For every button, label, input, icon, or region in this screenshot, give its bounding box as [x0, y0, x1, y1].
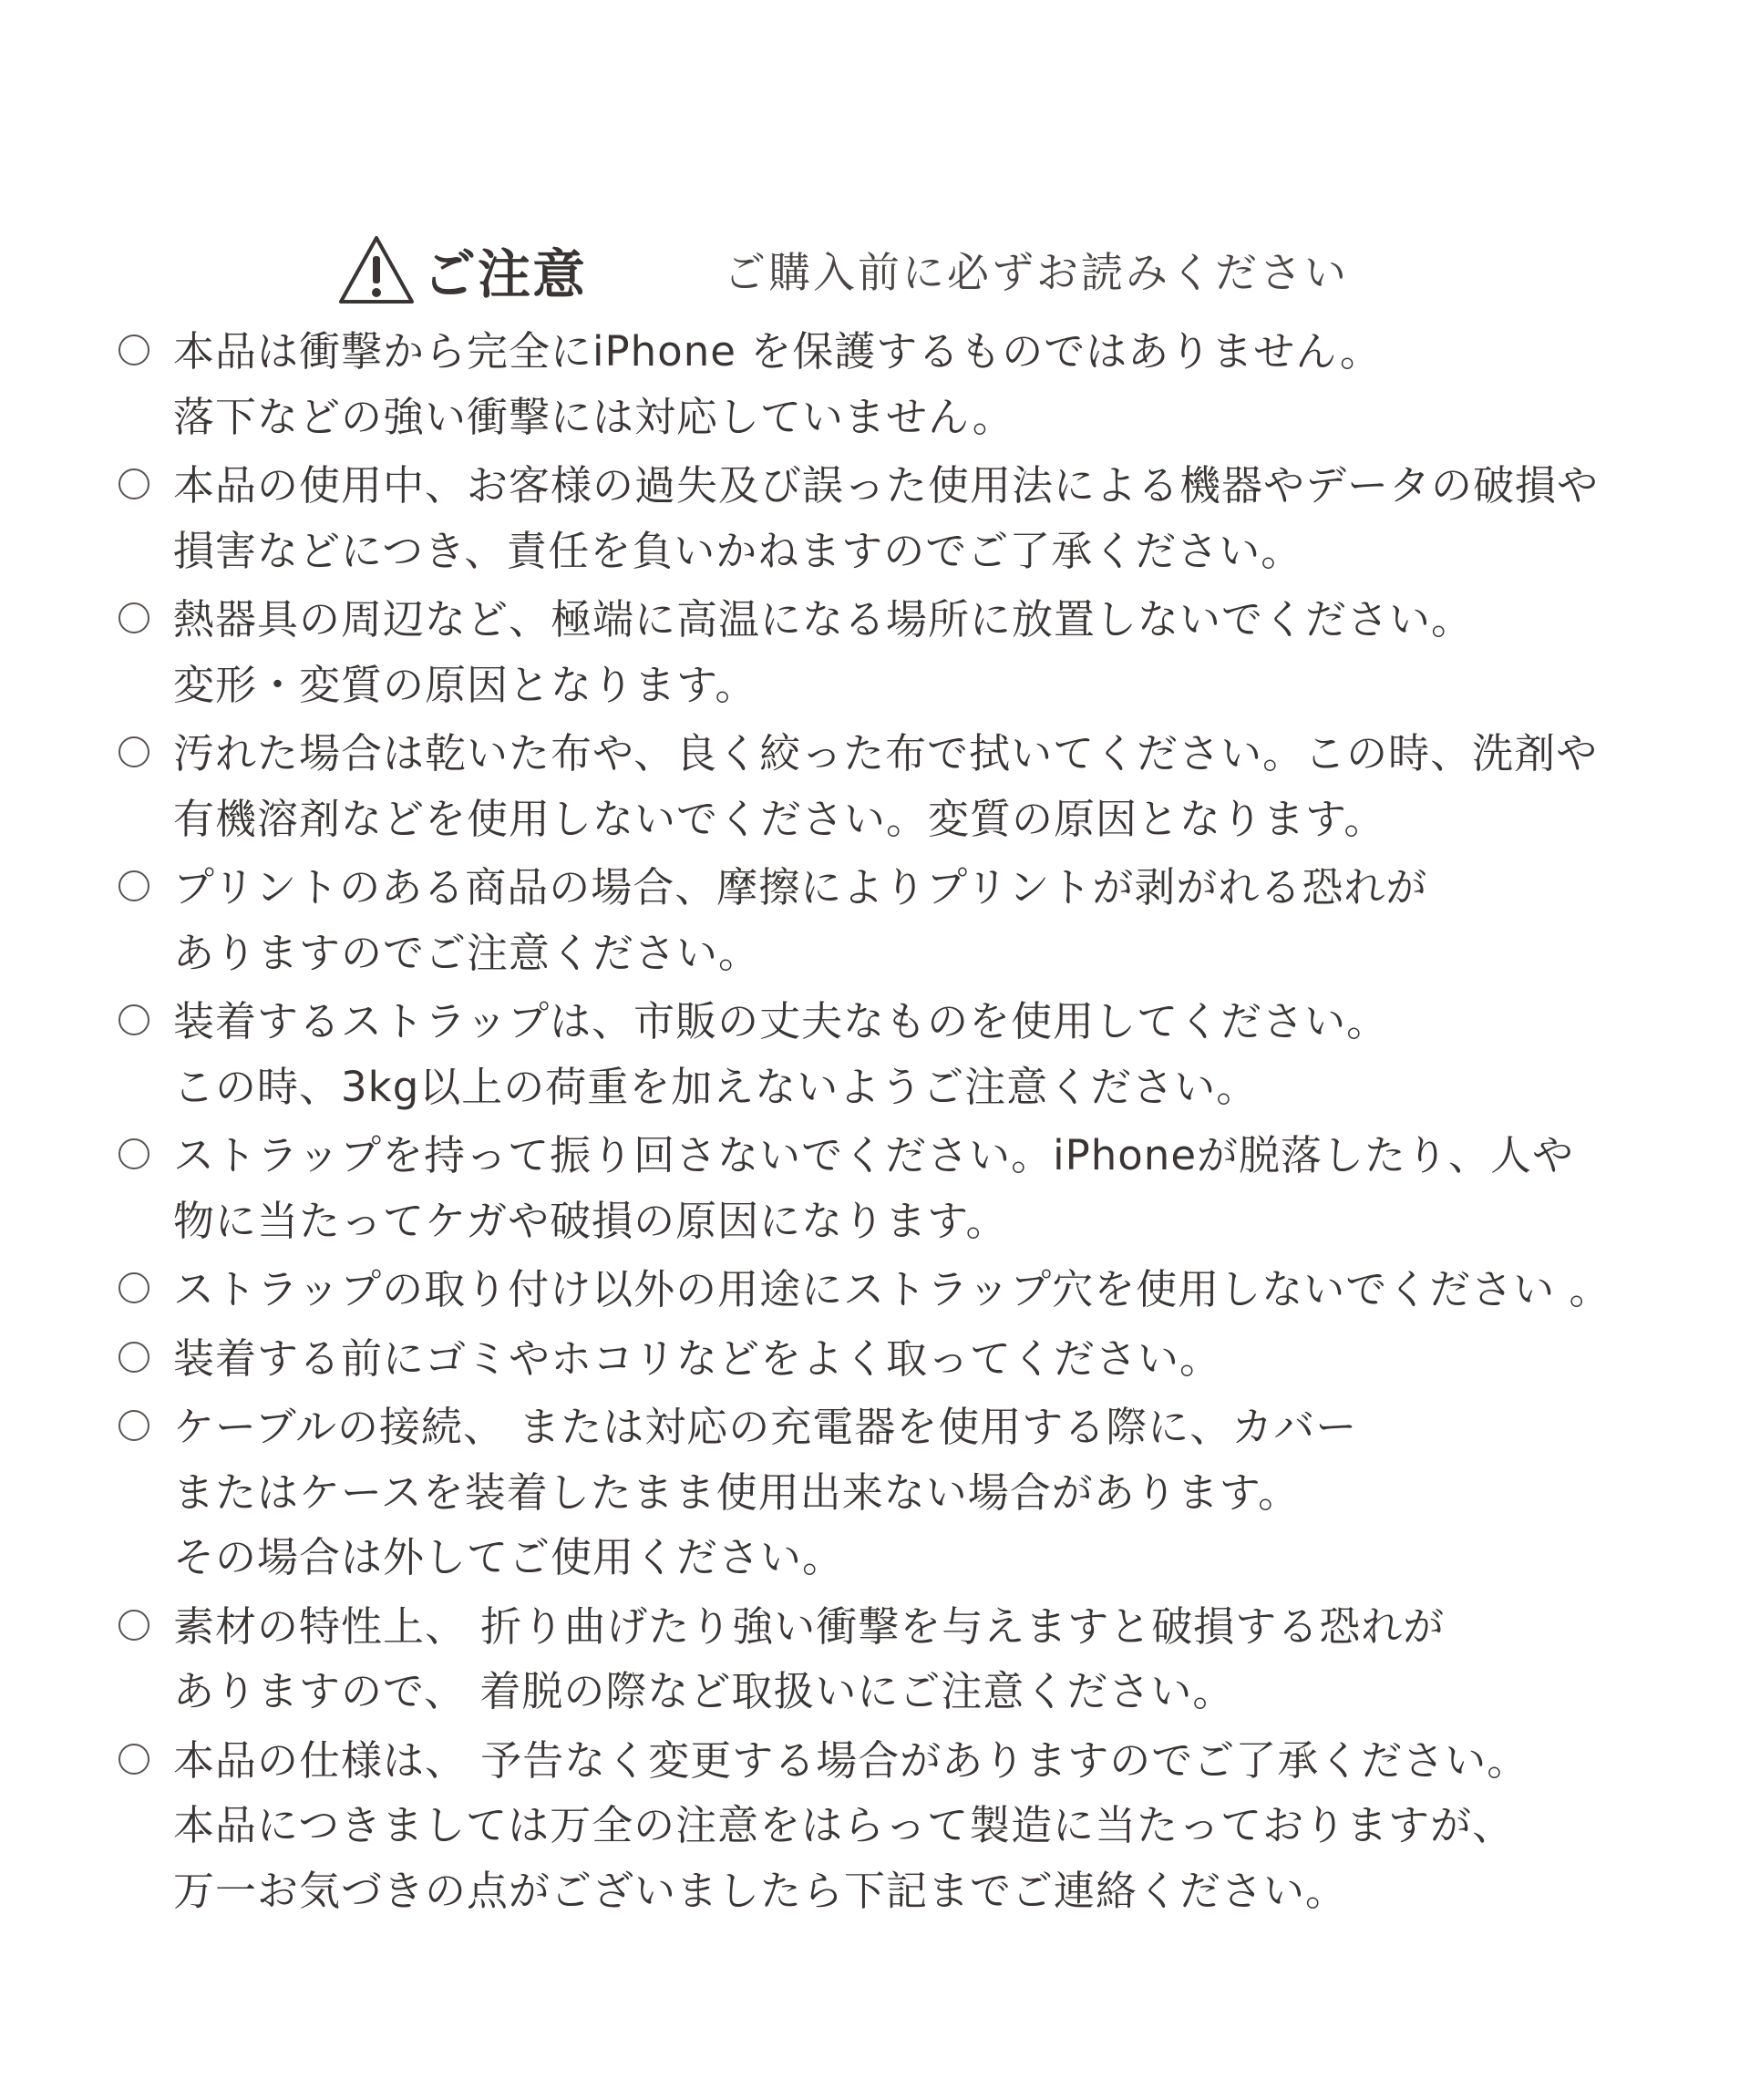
notice-item	[118, 989, 1704, 1119]
notice-line: ストラップの取り付け以外の用途にストラップ穴を使用しないでください 。	[173, 1265, 1611, 1313]
notice-line: 有機溶剤などを使用しないでください。変質の原因となります。	[173, 794, 1386, 843]
circle-bullet-icon	[118, 736, 149, 767]
notice-line: 万一お気づきの点がございましたら下記までご連絡ください。	[173, 1866, 1348, 1915]
circle-bullet-icon	[118, 1004, 149, 1035]
circle-bullet-icon	[118, 1342, 149, 1373]
notice-line: 汚れた場合は乾いた布や、良く絞った布で拭いてください。この時、洗剤や	[173, 729, 1599, 777]
notice-item	[118, 319, 1704, 449]
notice-line: 落下などの強い衝撃には対応していません。	[173, 392, 1014, 441]
notice-line: 損害などにつき、責任を負いかねますのでご了承ください。	[173, 526, 1303, 575]
circle-bullet-icon	[118, 335, 149, 365]
notice-line: 物に当たってケガや破損の原因になります。	[173, 1196, 1008, 1245]
notice-line: 装着するストラップは、市販の丈夫なものを使用してください。	[173, 997, 1389, 1045]
notice-header	[337, 226, 1522, 313]
notice-item	[118, 855, 1704, 985]
notice-line: 本品は衝撃から完全にiPhone を保護するものではありません。	[173, 327, 1382, 376]
notice-item	[118, 453, 1704, 583]
circle-bullet-icon	[118, 468, 149, 499]
notice-line: ケーブルの接続、 または対応の充電器を使用する際に、カバー	[173, 1403, 1358, 1451]
notice-line: その場合は外してご使用ください。	[173, 1533, 845, 1581]
circle-bullet-icon	[118, 1744, 149, 1775]
notice-title: ご注意	[423, 242, 588, 305]
notice-item	[118, 1326, 1704, 1392]
notice-list	[118, 319, 1704, 1927]
notice-line: ストラップを持って振り回さないでください。iPhoneが脱落したり、人や	[173, 1131, 1574, 1179]
notice-item	[118, 587, 1704, 717]
notice-line: ありますのでご注意ください。	[173, 928, 761, 977]
circle-bullet-icon	[118, 870, 149, 901]
circle-bullet-icon	[118, 1138, 149, 1169]
warning-triangle-icon	[337, 233, 416, 306]
notice-line: 本品の仕様は、 予告なく変更する場合がありますのでご了承ください。	[173, 1735, 1529, 1785]
notice-line: 素材の特性上、 折り曲げたり強い衝撃を与えますと破損する恐れが	[173, 1601, 1446, 1651]
notice-line: またはケースを装着したまま使用出来ない場合があります。	[173, 1467, 1301, 1517]
notice-item	[118, 1395, 1704, 1590]
notice-line: 装着する前にゴミやホコリなどをよく取ってください。	[173, 1333, 1222, 1383]
notice-line: 熱器具の周辺など、極端に高温になる場所に放置しないでください。	[173, 595, 1474, 643]
notice-line: 変形・変質の原因となります。	[173, 660, 757, 709]
notice-line: プリントのある商品の場合、摩擦によりプリントが剥がれる恐れが	[173, 863, 1428, 911]
notice-line: 本品の使用中、お客様の過失及び誤った使用法による機器やデータの破損や	[173, 461, 1600, 510]
notice-item	[118, 1257, 1704, 1323]
notice-item	[118, 1728, 1704, 1924]
circle-bullet-icon	[118, 602, 149, 633]
notice-item	[118, 721, 1704, 851]
notice-item	[118, 1594, 1704, 1724]
notice-line: この時、3kg以上の荷重を加えないようご注意ください。	[173, 1062, 1259, 1111]
circle-bullet-icon	[118, 1272, 149, 1303]
notice-line: ありますので、 着脱の際など取扱いにご注意ください。	[173, 1667, 1235, 1715]
circle-bullet-icon	[118, 1610, 149, 1641]
notice-line: 本品につきましては万全の注意をはらって製造に当たっておりますが、	[173, 1801, 1515, 1849]
notice-subtitle: ご購入前に必ずお読みください	[724, 247, 1350, 297]
notice-item	[118, 1123, 1704, 1253]
circle-bullet-icon	[118, 1410, 149, 1441]
